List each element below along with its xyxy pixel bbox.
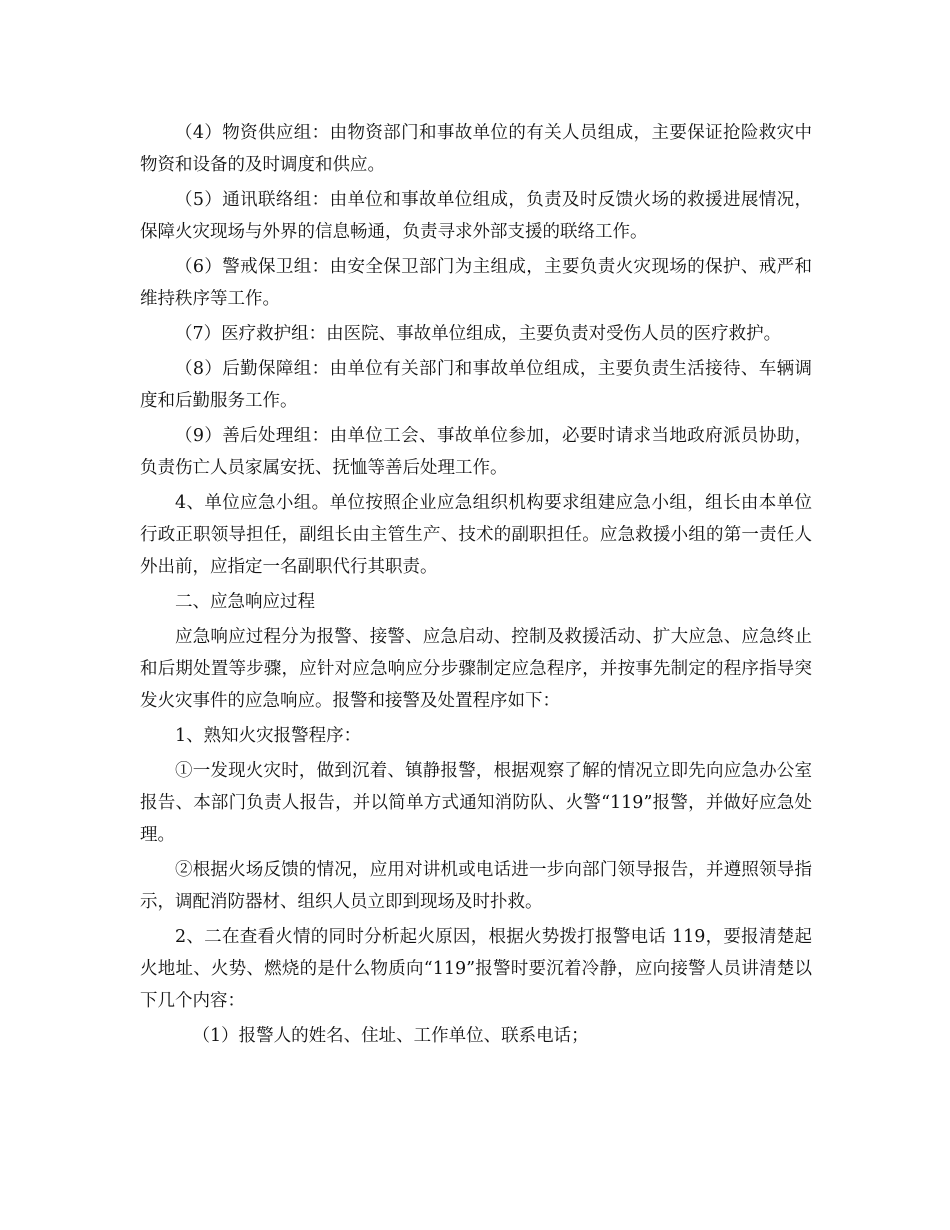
section-heading-emergency-response: 二、应急响应过程 (175, 592, 315, 612)
paragraph-medical-rescue-group: （7）医疗救护组：由医院、事故单位组成，主要负责对受伤人员的医疗救护。 (175, 324, 782, 344)
paragraph-response-process: 应急响应过程分为报警、接警、应急启动、控制及救援活动、扩大应急、应急终止和后期处置等步骤，应针对应急响应分步骤制定应急程序，并按事先制定的程序指导突发火灾事件的应急响应。报警和接警及处置程序如下： (140, 627, 812, 711)
paragraph-material-supply-group: （4）物资供应组：由物资部门和事故单位的有关人员组成，主要保证抢险救灾中物资和设备的及时调度和供应。 (140, 123, 812, 175)
paragraph-reporter-info: （1）报警人的姓名、住址、工作单位、联系电话； (192, 1026, 589, 1046)
paragraph-communication-group: （5）通讯联络组：由单位和事故单位组成，负责及时反馈火场的救援进展情况，保障火灾现场与外界的信息畅通，负责寻求外部支援的联络工作。 (140, 190, 812, 242)
paragraph-unit-emergency-team: 4、单位应急小组。单位按照企业应急组织机构要求组建应急小组，组长由本单位行政正职领导担任，副组长由主管生产、技术的副职担任。应急救援小组的第一责任人外出前，应指定一名副职代行其职责。 (140, 493, 812, 577)
paragraph-security-guard-group: （6）警戒保卫组：由安全保卫部门为主组成，主要负责火灾现场的保护、戒严和维持秩序等工作。 (140, 257, 812, 309)
paragraph-alarm-step-1: ①一发现火灾时，做到沉着、镇静报警，根据观察了解的情况立即先向应急办公室报告、本部门负责人报告，并以简单方式通知消防队、火警“119”报警，并做好应急处理。 (140, 761, 812, 845)
paragraph-alarm-procedure-heading: 1、熟知火灾报警程序： (175, 726, 362, 746)
paragraph-aftermath-group: （9）善后处理组：由单位工会、事故单位参加，必要时请求当地政府派员协助，负责伤亡人员家属安抚、抚恤等善后处理工作。 (140, 426, 812, 478)
paragraph-logistics-group: （8）后勤保障组：由单位有关部门和事故单位组成，主要负责生活接待、车辆调度和后勤服务工作。 (140, 359, 812, 411)
paragraph-alarm-step-2: ②根据火场反馈的情况，应用对讲机或电话进一步向部门领导报告，并遵照领导指示，调配消防器材、组织人员立即到现场及时扑救。 (140, 860, 812, 912)
paragraph-call-119: 2、二在查看火情的同时分析起火原因，根据火势拨打报警电话 119，要报清楚起火地址、火势、燃烧的是什么物质向“119”报警时要沉着冷静，应向接警人员讲清楚以下几个内容： (140, 927, 812, 1011)
document-body (140, 117, 812, 1055)
